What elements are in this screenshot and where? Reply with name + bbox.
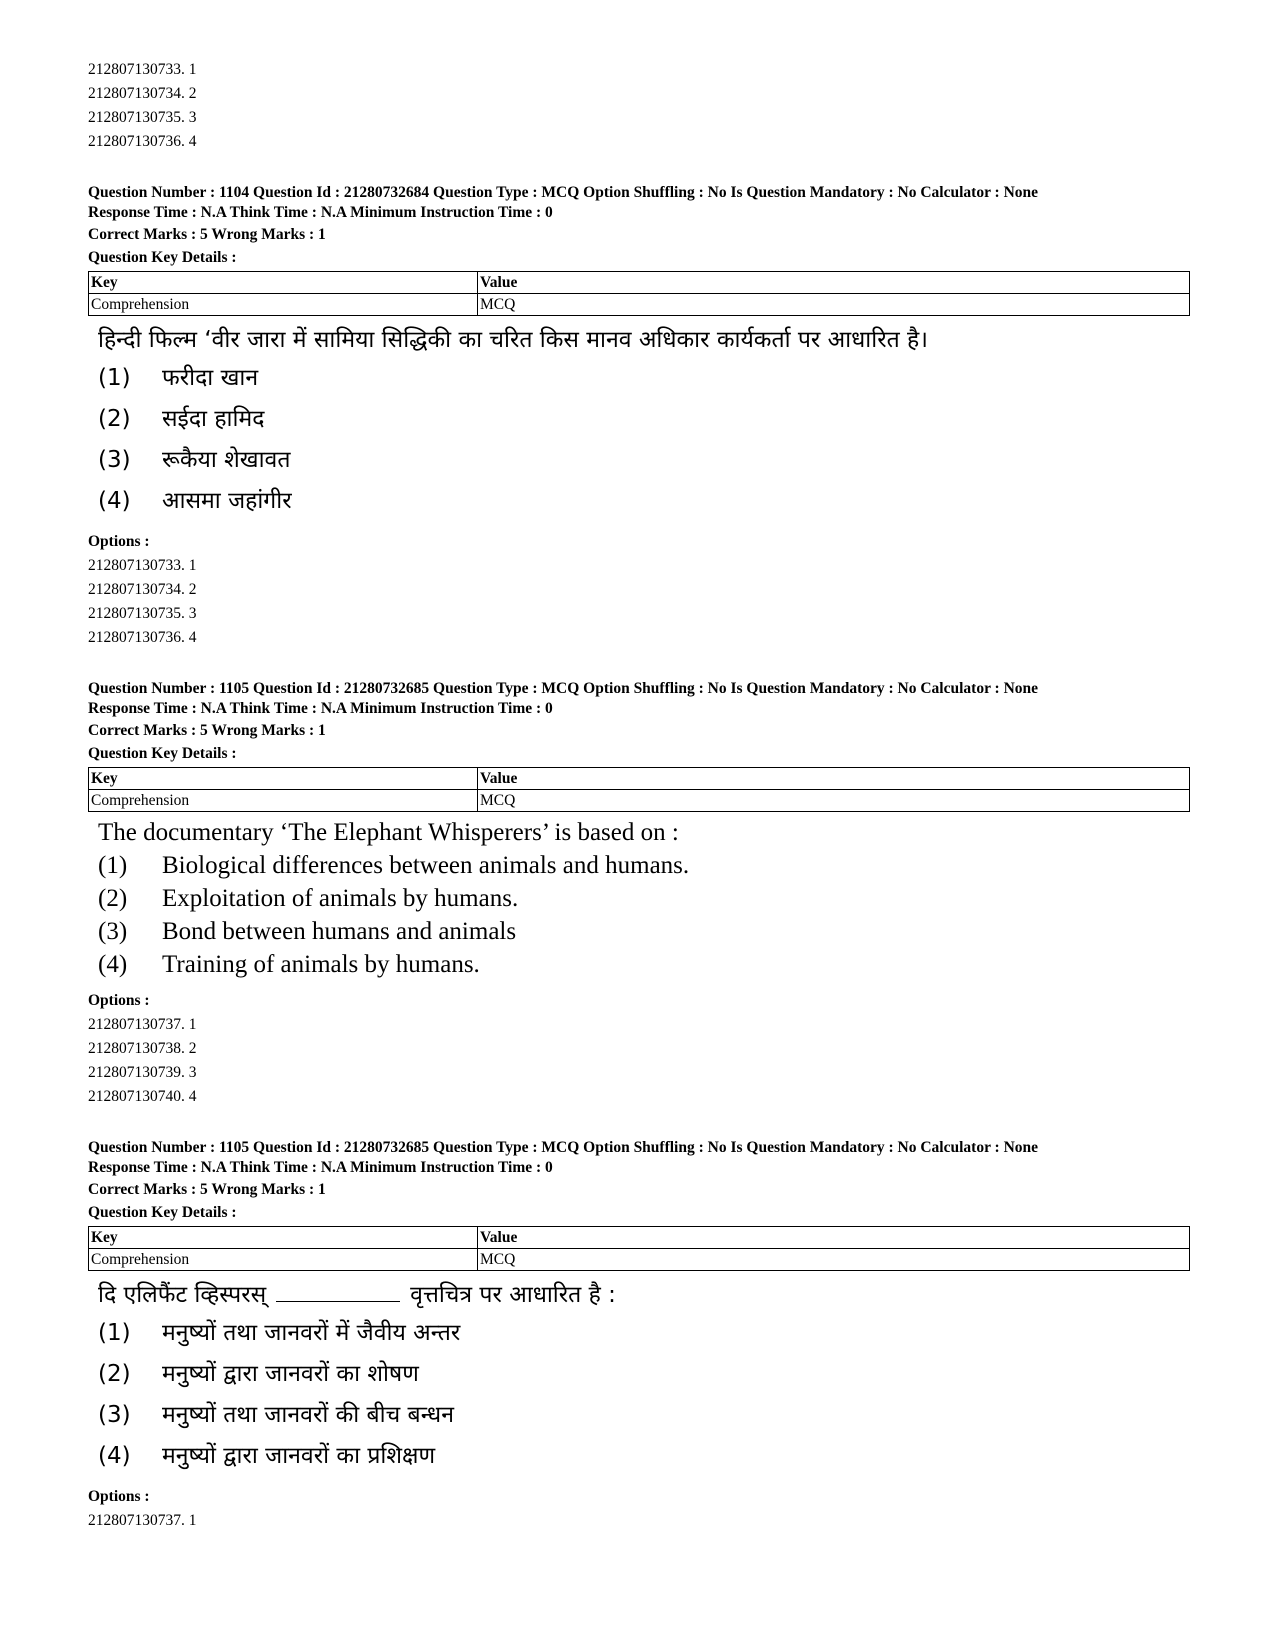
question-marks: Correct Marks : 5 Wrong Marks : 1 <box>88 1181 326 1198</box>
choice-text: आसमा जहांगीर <box>162 488 292 514</box>
question-stem: The documentary ‘The Elephant Whisperers’ is based on : <box>98 819 679 846</box>
value-header: Value <box>478 272 1190 294</box>
question-block-1104 <box>88 183 1190 650</box>
options-label: Options : <box>88 992 150 1009</box>
choice-item <box>98 948 1190 981</box>
choice-text: सईदा हामिद <box>162 406 265 432</box>
key-header: Key <box>89 1227 478 1249</box>
top-options-list <box>88 58 1190 154</box>
choice-item <box>98 1313 1190 1354</box>
option-line: 212807130736. 4 <box>88 133 197 150</box>
value-cell: MCQ <box>478 790 1190 812</box>
option-line: 212807130737. 1 <box>88 1016 197 1033</box>
key-header: Key <box>89 272 478 294</box>
question-block-1105-hi <box>88 1138 1190 1533</box>
choice-item <box>98 849 1190 882</box>
key-details-table <box>88 767 1190 812</box>
question-timing: Response Time : N.A Think Time : N.A Minimum Instruction Time : 0 <box>88 1159 553 1176</box>
option-line: 212807130733. 1 <box>88 61 197 78</box>
option-line: 212807130735. 3 <box>88 605 197 622</box>
choice-number: (2) <box>98 406 131 432</box>
key-details-label: Question Key Details : <box>88 745 237 762</box>
choice-text: Biological differences between animals and humans. <box>162 852 690 879</box>
choice-text: Bond between humans and animals <box>162 918 517 945</box>
option-line: 212807130739. 3 <box>88 1064 197 1081</box>
choice-item <box>98 358 1190 399</box>
value-header: Value <box>478 1227 1190 1249</box>
choice-text: Training of animals by humans. <box>162 951 480 978</box>
stem-part-1: दि एलिफैंट व्हिस्परस् <box>98 1282 267 1308</box>
option-line: 212807130734. 2 <box>88 85 197 102</box>
choice-number: (1) <box>98 365 131 391</box>
choice-number: (4) <box>98 1443 131 1469</box>
choice-text: मनुष्यों तथा जानवरों में जैवीय अन्तर <box>162 1320 461 1346</box>
key-details-label: Question Key Details : <box>88 1204 237 1221</box>
question-header: Question Number : 1105 Question Id : 21280732685 Question Type : MCQ Option Shuffling : No Is Question Mandatory : No Calculator : None <box>88 1139 1039 1156</box>
key-cell: Comprehension <box>89 790 478 812</box>
options-label: Options : <box>88 533 150 550</box>
choice-item <box>98 1354 1190 1395</box>
key-details-table <box>88 1226 1190 1271</box>
choice-number: (3) <box>98 1402 131 1428</box>
option-line: 212807130735. 3 <box>88 109 197 126</box>
key-details-label: Question Key Details : <box>88 249 237 266</box>
choice-number: (2) <box>98 1361 131 1387</box>
fill-in-blank <box>276 1279 400 1302</box>
choice-number: (1) <box>98 1320 131 1346</box>
choice-text: मनुष्यों द्वारा जानवरों का प्रशिक्षण <box>162 1443 436 1469</box>
option-line: 212807130736. 4 <box>88 629 197 646</box>
choice-number: (4) <box>98 951 128 978</box>
question-marks: Correct Marks : 5 Wrong Marks : 1 <box>88 226 326 243</box>
key-header: Key <box>89 768 478 790</box>
choice-text: Exploitation of animals by humans. <box>162 885 519 912</box>
key-details-table <box>88 271 1190 316</box>
question-stem: हिन्दी फिल्म ‘वीर जारा में सामिया सिद्धिकी का चरित किस मानव अधिकार कार्यकर्ता पर आधारित है। <box>98 327 928 353</box>
option-line: 212807130733. 1 <box>88 557 197 574</box>
key-cell: Comprehension <box>89 294 478 316</box>
option-line: 212807130738. 2 <box>88 1040 197 1057</box>
choice-text: मनुष्यों तथा जानवरों की बीच बन्धन <box>162 1402 454 1428</box>
choice-number: (3) <box>98 447 131 473</box>
question-header: Question Number : 1104 Question Id : 21280732684 Question Type : MCQ Option Shuffling : No Is Question Mandatory : No Calculator : None <box>88 184 1039 201</box>
question-timing: Response Time : N.A Think Time : N.A Minimum Instruction Time : 0 <box>88 700 553 717</box>
question-marks: Correct Marks : 5 Wrong Marks : 1 <box>88 722 326 739</box>
choice-number: (3) <box>98 918 128 945</box>
question-stem <box>98 1277 1190 1313</box>
choice-text: रूकैया शेखावत <box>162 447 291 473</box>
choice-text: फरीदा खान <box>162 365 259 391</box>
value-cell: MCQ <box>478 294 1190 316</box>
question-block-1105-en <box>88 679 1190 1109</box>
question-header: Question Number : 1105 Question Id : 21280732685 Question Type : MCQ Option Shuffling : No Is Question Mandatory : No Calculator : None <box>88 680 1039 697</box>
choice-number: (1) <box>98 852 128 879</box>
choice-item <box>98 481 1190 522</box>
choice-item <box>98 1395 1190 1436</box>
choice-item <box>98 882 1190 915</box>
key-cell: Comprehension <box>89 1249 478 1271</box>
choice-text: मनुष्यों द्वारा जानवरों का शोषण <box>162 1361 419 1387</box>
options-label: Options : <box>88 1488 150 1505</box>
choice-item <box>98 440 1190 481</box>
choice-number: (4) <box>98 488 131 514</box>
choice-item <box>98 915 1190 948</box>
stem-part-2: वृत्तचित्र पर आधारित है : <box>410 1282 616 1308</box>
option-line: 212807130734. 2 <box>88 581 197 598</box>
choice-item <box>98 399 1190 440</box>
option-line: 212807130737. 1 <box>88 1512 197 1529</box>
value-header: Value <box>478 768 1190 790</box>
value-cell: MCQ <box>478 1249 1190 1271</box>
choice-number: (2) <box>98 885 128 912</box>
option-line: 212807130740. 4 <box>88 1088 197 1105</box>
document-page <box>88 58 1190 1533</box>
question-timing: Response Time : N.A Think Time : N.A Minimum Instruction Time : 0 <box>88 204 553 221</box>
choice-item <box>98 1436 1190 1477</box>
